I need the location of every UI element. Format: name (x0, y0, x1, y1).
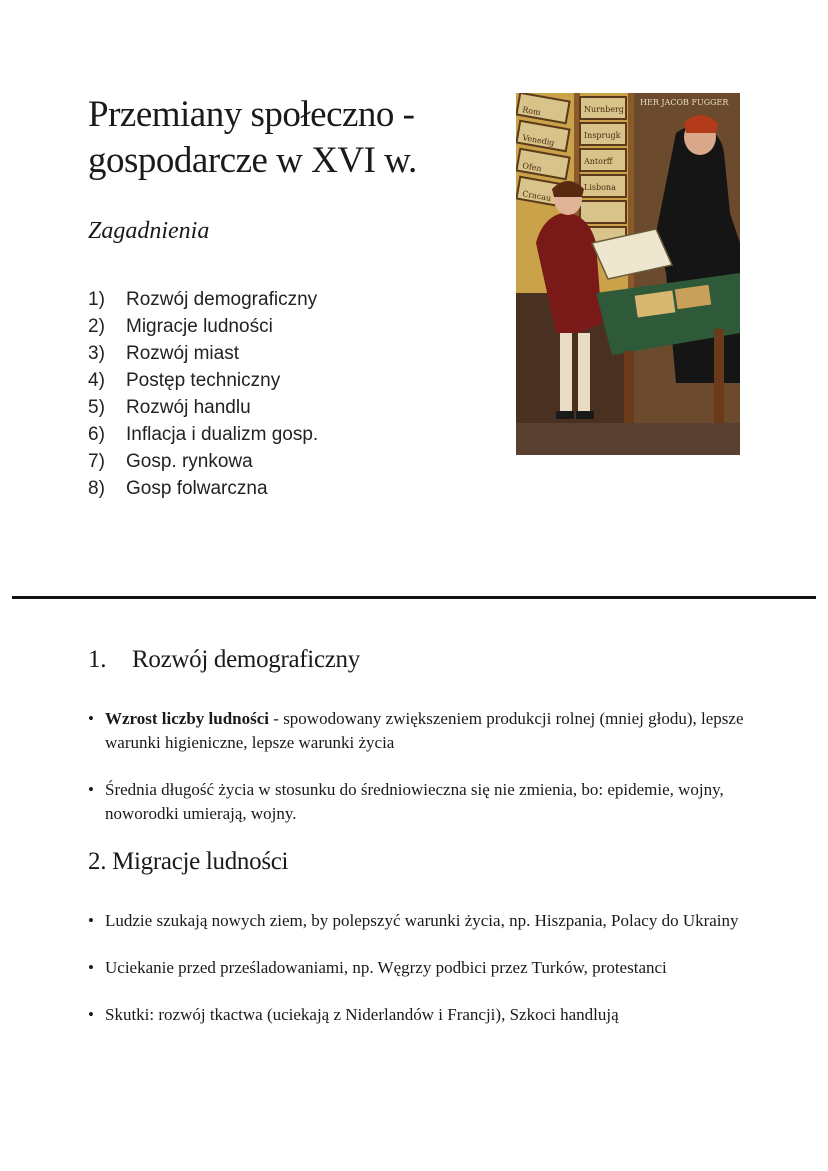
list-item (88, 448, 318, 475)
section-heading: 2. Migracje ludności (88, 848, 289, 875)
list-item (88, 313, 318, 340)
section-number: 1. (88, 646, 107, 673)
bullet-list (88, 909, 748, 1027)
list-item (88, 286, 318, 313)
list-item: • Ludzie szukają nowych ziem, by polepszyć warunki życia, np. Hiszpania, Polacy do Ukrainy (88, 909, 748, 933)
agenda-subtitle: Zagadnienia (88, 218, 210, 244)
list-number: 7) (88, 451, 105, 472)
fugger-painting-image (516, 93, 740, 455)
list-item (88, 707, 748, 755)
list-label: Postęp techniczny (126, 370, 281, 391)
drawer-label: Lisbona (584, 183, 616, 192)
list-number: 5) (88, 397, 105, 418)
list-item: • Skutki: rozwój tkactwa (uciekają z Niderlandów i Francji), Szkoci handlują (88, 1003, 748, 1027)
drawer-label: Rom (521, 105, 542, 118)
list-item (88, 475, 318, 502)
list-number: 3) (88, 343, 105, 364)
list-number: 6) (88, 424, 105, 445)
drawer-label: Venedig (521, 133, 556, 148)
bullet-list (88, 707, 748, 826)
list-number: 2) (88, 316, 105, 337)
list-label: Inflacja i dualizm gosp. (126, 424, 319, 445)
list-label: Rozwój handlu (126, 397, 251, 418)
bold-term: Wzrost liczby ludności (105, 709, 270, 728)
drawer-label: Nurnberg (584, 105, 624, 114)
list-number: 8) (88, 478, 105, 499)
list-number: 1) (88, 289, 105, 310)
section-divider (12, 596, 816, 599)
list-item: • Uciekanie przed prześladowaniami, np. Węgrzy podbici przez Turków, protestanci (88, 956, 748, 980)
list-item (88, 394, 318, 421)
list-label: Gosp folwarczna (126, 478, 268, 499)
drawer-label: Insprugk (584, 131, 621, 140)
slide-title: Przemiany społeczno - gospodarcze w XVI w. (88, 94, 417, 181)
bullet-text: - spowodowany zwiększeniem produkcji rolnej (mniej głodu), lepsze warunki higieniczne, lepsze warunki życia (105, 709, 744, 752)
list-item (88, 340, 318, 367)
list-label: Rozwój miast (126, 343, 239, 364)
section-heading (88, 646, 360, 674)
list-label: Migracje ludności (126, 316, 273, 337)
painting-inscription: HER JACOB FUGGER (640, 98, 729, 107)
list-item (88, 367, 318, 394)
list-label: Gosp. rynkowa (126, 451, 253, 472)
list-item: • Średnia długość życia w stosunku do średniowieczna się nie zmienia, bo: epidemie, wojny, noworodki umierają, wojny. (88, 778, 748, 826)
list-item (88, 421, 318, 448)
list-number: 4) (88, 370, 105, 391)
drawer-label: Ofen (521, 161, 543, 174)
drawer-label: Antorff (584, 157, 613, 166)
list-label: Rozwój demograficzny (126, 289, 318, 310)
drawer-label: Cracau (521, 189, 552, 204)
section-title: Rozwój demograficzny (132, 646, 360, 673)
painting-illustration (516, 93, 740, 455)
agenda-list (88, 286, 318, 502)
